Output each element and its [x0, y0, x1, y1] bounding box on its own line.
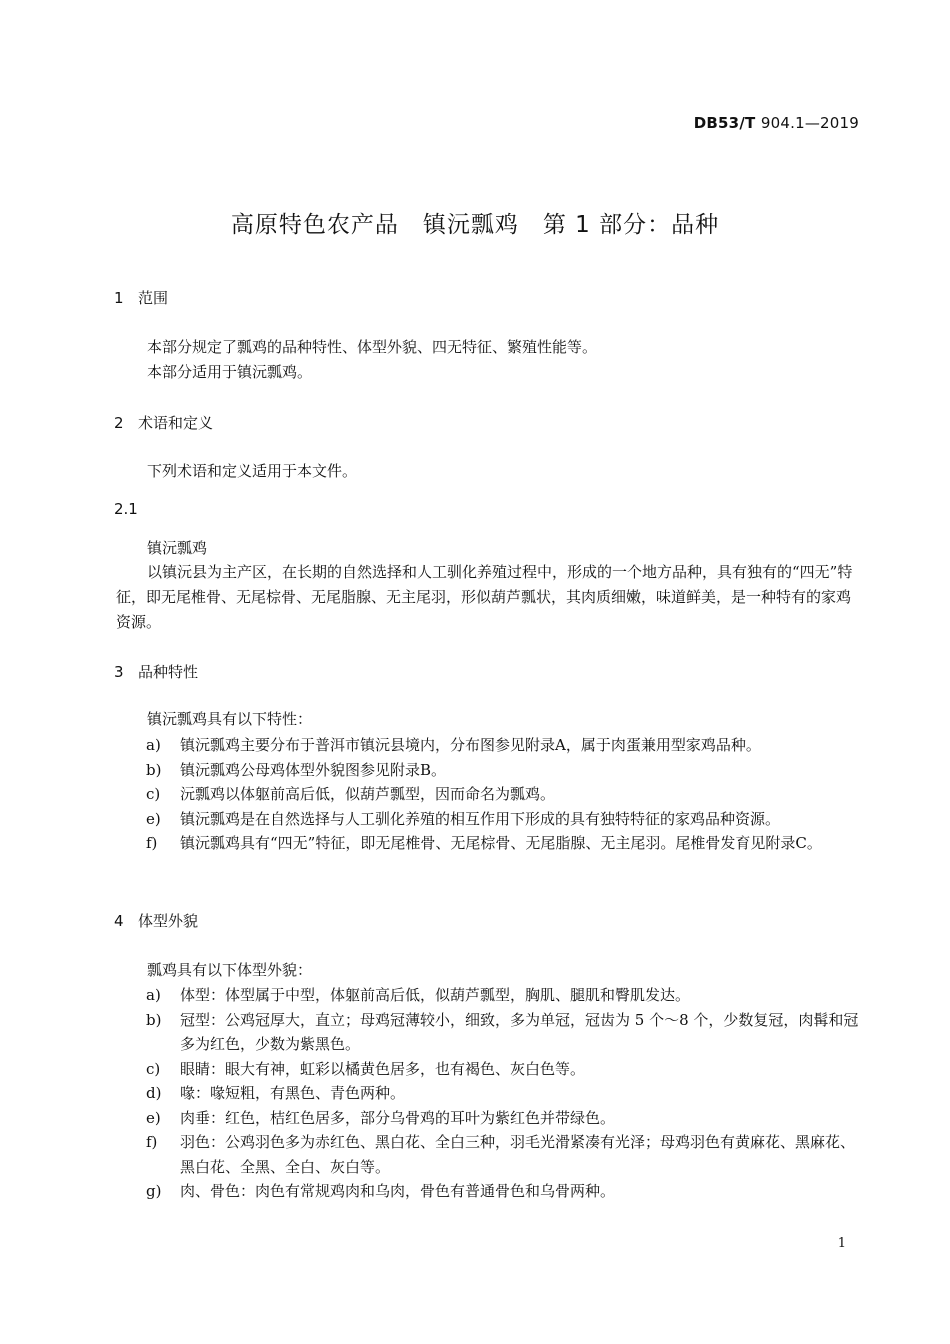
list-marker: f) — [146, 834, 158, 852]
section-2-heading — [114, 412, 213, 433]
list-text: 镇沅瓢鸡具有“四无”特征，即无尾椎骨、无尾棕骨、无尾脂腺、无主尾羽。尾椎骨发育见附录C。 — [180, 834, 822, 852]
list-marker: b) — [146, 760, 162, 779]
list-text: 沅瓢鸡以体躯前高后低，似葫芦瓢型，因而命名为瓢鸡。 — [180, 785, 556, 803]
list-item — [116, 807, 862, 832]
list-marker: a) — [146, 986, 161, 1004]
list-item — [116, 733, 862, 758]
standard-code — [694, 114, 859, 132]
section-2-paragraph-1: 下列术语和定义适用于本文件。 — [147, 462, 358, 480]
term-name: 镇沅瓢鸡 — [147, 539, 208, 557]
list-marker: d) — [146, 1084, 162, 1102]
section-title: 品种特性 — [138, 663, 199, 681]
list-marker: e) — [146, 1108, 161, 1127]
list-item — [116, 831, 862, 856]
section-4-intro: 瓢鸡具有以下体型外貌： — [147, 961, 313, 979]
list-item — [116, 983, 862, 1008]
standard-number: 904.1—2019 — [760, 114, 859, 132]
section-title: 体型外貌 — [138, 912, 199, 930]
list-text: 肉、骨色：肉色有常规鸡肉和乌肉，骨色有普通骨色和乌骨两种。 — [180, 1182, 616, 1200]
list-item — [116, 1081, 862, 1106]
term-definition: 以镇沅县为主产区，在长期的自然选择和人工驯化养殖过程中，形成的一个地方品种，具有独有的“四无”特征，即无尾椎骨、无尾棕骨、无尾脂腺、无主尾羽，形似葫芦瓢状，其肉质细嫩，味道鲜美，是一种特有的家鸡资源。 — [116, 563, 853, 631]
list-marker: a) — [146, 736, 161, 754]
section-1-heading — [114, 287, 168, 308]
list-item — [116, 1130, 862, 1179]
section-3-heading — [114, 661, 198, 682]
list-text: 眼睛：眼大有神，虹彩以橘黄色居多，也有褐色、灰白色等。 — [180, 1059, 586, 1078]
section-1-paragraph-1: 本部分规定了瓢鸡的品种特性、体型外貌、四无特征、繁殖性能等。 — [147, 338, 598, 356]
list-item — [116, 1057, 862, 1082]
list-text: 肉垂：红色，桔红色居多，部分乌骨鸡的耳叶为紫红色并带绿色。 — [180, 1108, 616, 1127]
page-number: 1 — [837, 1236, 846, 1251]
list-marker: b) — [146, 1010, 162, 1029]
section-3-list — [116, 733, 862, 856]
list-item — [116, 782, 862, 807]
list-text: 羽色：公鸡羽色多为赤红色、黑白花、全白三种，羽毛光滑紧凑有光泽；母鸡羽色有黄麻花、黑麻花、黑白花、全黑、全白、灰白等。 — [180, 1133, 856, 1176]
list-marker: e) — [146, 809, 161, 828]
list-item — [116, 1106, 862, 1131]
section-3-intro: 镇沅瓢鸡具有以下特性： — [147, 710, 313, 728]
list-text: 冠型：公鸡冠厚大，直立；母鸡冠薄较小，细致，多为单冠，冠齿为 5 个～8 个，少数复冠，肉髯和冠多为红色，少数为紫黑色。 — [180, 1010, 859, 1053]
list-item — [116, 1179, 862, 1204]
section-number: 3 — [114, 663, 124, 681]
subclause-number: 2.1 — [114, 500, 138, 518]
list-text: 镇沅瓢鸡是在自然选择与人工驯化养殖的相互作用下形成的具有独特特征的家鸡品种资源。 — [180, 809, 781, 828]
list-text: 体型：体型属于中型，体躯前高后低，似葫芦瓢型，胸肌、腿肌和臀肌发达。 — [180, 986, 691, 1004]
list-marker: f) — [146, 1133, 158, 1151]
section-1-paragraph-2: 本部分适用于镇沅瓢鸡。 — [147, 363, 313, 381]
list-marker: c) — [146, 785, 161, 803]
section-4-heading — [114, 910, 198, 931]
list-text: 镇沅瓢鸡公母鸡体型外貌图参见附录B。 — [180, 760, 447, 779]
list-marker: g) — [146, 1182, 162, 1200]
list-item — [116, 758, 862, 783]
list-text: 镇沅瓢鸡主要分布于普洱市镇沅县境内，分布图参见附录A，属于肉蛋兼用型家鸡品种。 — [180, 736, 761, 754]
section-title: 术语和定义 — [138, 414, 214, 432]
list-marker: c) — [146, 1059, 161, 1078]
section-number: 4 — [114, 912, 124, 930]
list-text: 喙：喙短粗，有黑色、青色两种。 — [180, 1084, 406, 1102]
section-number: 2 — [114, 414, 124, 432]
standard-prefix: DB53/T — [693, 114, 756, 132]
list-item — [116, 1008, 862, 1057]
section-number: 1 — [114, 289, 124, 307]
section-4-list — [116, 983, 862, 1204]
document-title: 高原特色农产品 镇沅瓢鸡 第 1 部分：品种 — [230, 212, 720, 238]
section-title: 范围 — [138, 289, 169, 307]
